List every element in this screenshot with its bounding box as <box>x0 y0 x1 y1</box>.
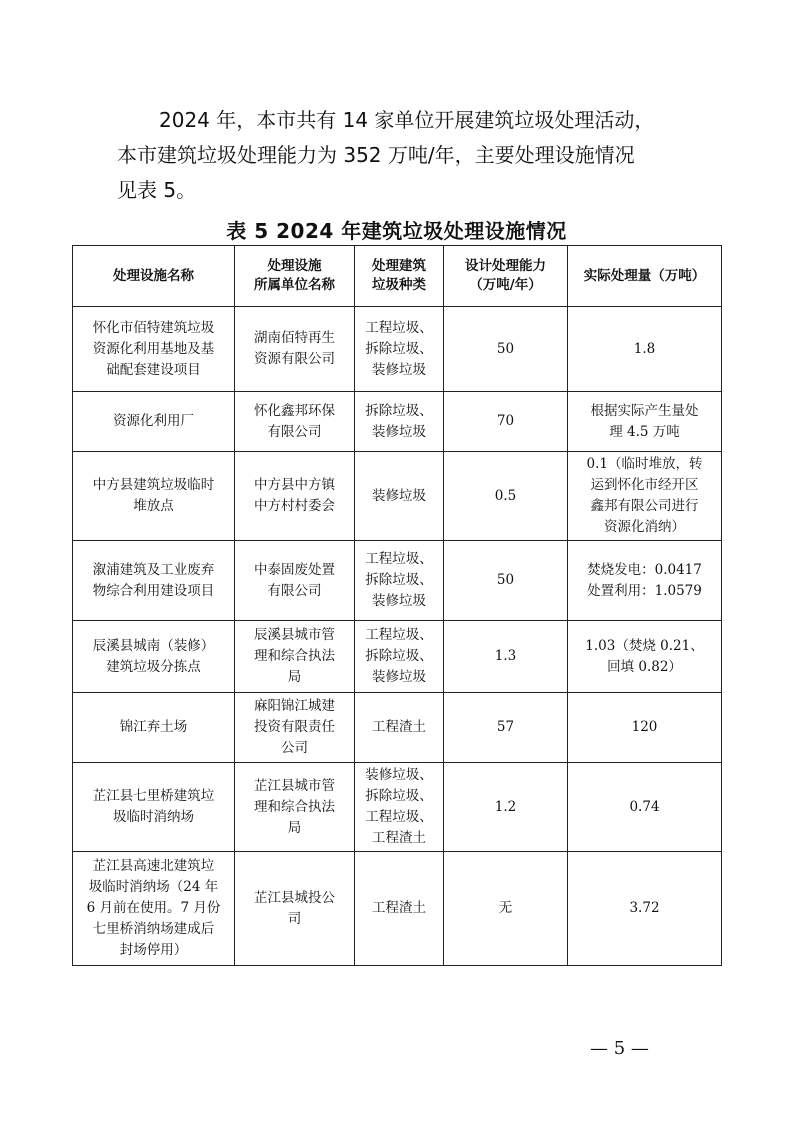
cell-actual-amount: 1.8 <box>568 307 722 392</box>
cell-actual-amount: 120 <box>568 693 722 763</box>
cell-actual-amount: 根据实际产生量处 理 4.5 万吨 <box>568 392 722 452</box>
column-header-actual-amount: 实际处理量（万吨） <box>568 246 722 307</box>
column-header-waste-types: 处理建筑 垃圾种类 <box>355 246 444 307</box>
page-number: — 5 — <box>590 1038 649 1059</box>
table-row <box>73 392 722 452</box>
cell-facility-name: 锦江弃土场 <box>73 693 235 763</box>
cell-facility-name: 资源化利用厂 <box>73 392 235 452</box>
cell-owner-unit: 芷江县城市管 理和综合执法 局 <box>235 763 355 852</box>
column-header-facility-name: 处理设施名称 <box>73 246 235 307</box>
cell-facility-name: 中方县建筑垃圾临时 堆放点 <box>73 452 235 541</box>
cell-waste-types: 工程垃圾、 拆除垃圾、 装修垃圾 <box>355 621 444 693</box>
intro-line-3: 见表 5。 <box>117 178 197 202</box>
cell-actual-amount: 0.1（临时堆放，转 运到怀化市经开区 鑫邦有限公司进行 资源化消纳） <box>568 452 722 541</box>
cell-actual-amount: 0.74 <box>568 763 722 852</box>
column-header-design-capacity: 设计处理能力 （万吨/年） <box>444 246 568 307</box>
cell-facility-name: 芷江县七里桥建筑垃 圾临时消纳场 <box>73 763 235 852</box>
cell-owner-unit: 辰溪县城市管 理和综合执法 局 <box>235 621 355 693</box>
cell-waste-types: 拆除垃圾、 装修垃圾 <box>355 392 444 452</box>
cell-owner-unit: 中泰固废处置 有限公司 <box>235 541 355 621</box>
cell-owner-unit: 麻阳锦江城建 投资有限责任 公司 <box>235 693 355 763</box>
cell-waste-types: 工程垃圾、 拆除垃圾、 装修垃圾 <box>355 307 444 392</box>
cell-owner-unit: 怀化鑫邦环保 有限公司 <box>235 392 355 452</box>
cell-waste-types: 装修垃圾 <box>355 452 444 541</box>
cell-waste-types: 工程渣土 <box>355 852 444 966</box>
intro-line-2: 本市建筑垃圾处理能力为 352 万吨/年，主要处理设施情况 <box>117 143 635 167</box>
cell-owner-unit: 芷江县城投公 司 <box>235 852 355 966</box>
cell-waste-types: 工程渣土 <box>355 693 444 763</box>
table-title: 表 5 2024 年建筑垃圾处理设施情况 <box>226 219 567 243</box>
cell-design-capacity: 1.2 <box>444 763 568 852</box>
cell-design-capacity: 50 <box>444 307 568 392</box>
cell-design-capacity: 50 <box>444 541 568 621</box>
cell-design-capacity: 70 <box>444 392 568 452</box>
table-header-row <box>73 246 722 307</box>
cell-waste-types: 装修垃圾、 拆除垃圾、 工程垃圾、 工程渣土 <box>355 763 444 852</box>
cell-waste-types: 工程垃圾、 拆除垃圾、 装修垃圾 <box>355 541 444 621</box>
table-row <box>73 541 722 621</box>
table-row <box>73 621 722 693</box>
cell-design-capacity: 无 <box>444 852 568 966</box>
intro-paragraph <box>117 103 697 208</box>
table-row <box>73 693 722 763</box>
cell-design-capacity: 0.5 <box>444 452 568 541</box>
table-row <box>73 452 722 541</box>
cell-design-capacity: 57 <box>444 693 568 763</box>
cell-owner-unit: 湖南佰特再生 资源有限公司 <box>235 307 355 392</box>
cell-owner-unit: 中方县中方镇 中方村村委会 <box>235 452 355 541</box>
cell-facility-name: 怀化市佰特建筑垃圾 资源化利用基地及基 础配套建设项目 <box>73 307 235 392</box>
cell-actual-amount: 1.03（焚烧 0.21、 回填 0.82） <box>568 621 722 693</box>
intro-line-1: 2024 年，本市共有 14 家单位开展建筑垃圾处理活动， <box>159 108 655 132</box>
cell-facility-name: 芷江县高速北建筑垃 圾临时消纳场（24 年 6 月前在使用。7 月份 七里桥消纳场建成后 封场停用） <box>73 852 235 966</box>
cell-design-capacity: 1.3 <box>444 621 568 693</box>
table-row <box>73 763 722 852</box>
column-header-owner-unit: 处理设施 所属单位名称 <box>235 246 355 307</box>
table-row <box>73 852 722 966</box>
cell-actual-amount: 3.72 <box>568 852 722 966</box>
table-row <box>73 307 722 392</box>
cell-facility-name: 溆浦建筑及工业废弃 物综合利用建设项目 <box>73 541 235 621</box>
cell-facility-name: 辰溪县城南（装修） 建筑垃圾分拣点 <box>73 621 235 693</box>
facilities-table <box>72 245 722 966</box>
cell-actual-amount: 焚烧发电：0.0417 处置利用：1.0579 <box>568 541 722 621</box>
